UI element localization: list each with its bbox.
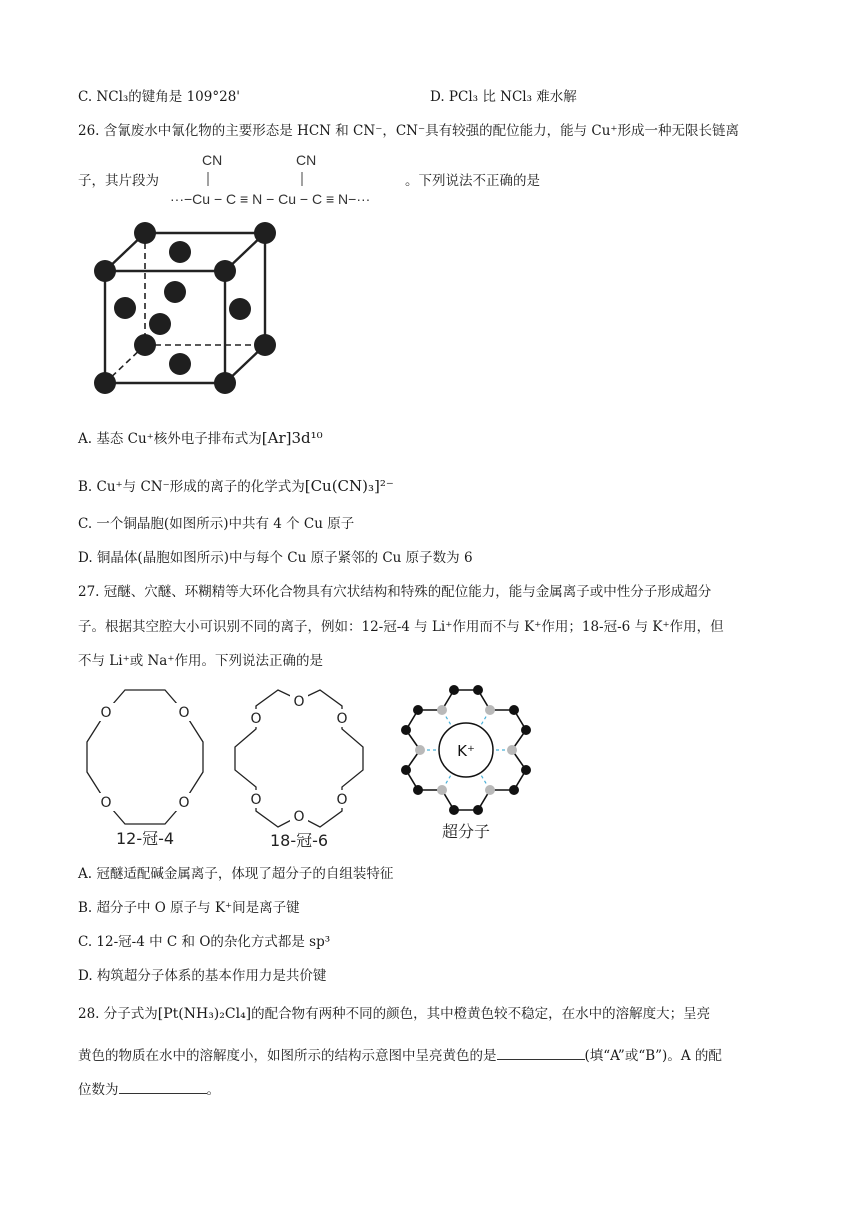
answer-blank-coordination-number[interactable] <box>119 1081 207 1094</box>
cell-atom-face <box>164 281 186 303</box>
answer-blank-color[interactable] <box>497 1047 585 1060</box>
q27-option-d: D. 构筑超分子体系的基本作用力是共价键 <box>78 968 327 984</box>
q27-stem-line1: 27. 冠醚、穴醚、环糊精等大环化合物具有穴状结构和特殊的配位能力，能与金属离子或中性分子形成超分 <box>78 584 712 600</box>
oxygen-label: O <box>178 705 190 721</box>
crown-12-4-caption: 12-冠-4 <box>115 829 175 848</box>
cell-atom-corner <box>214 372 236 394</box>
cell-atom-corner <box>254 222 276 244</box>
oxygen-label: O <box>336 711 348 727</box>
q26-option-a: A. 基态 Cu⁺核外电子排布式为[Ar]3d¹⁰ <box>78 429 323 447</box>
supramolecule-caption: 超分子 <box>441 822 491 841</box>
q26-stem-line2-post: 。下列说法不正确的是 <box>405 173 540 189</box>
q26-stem-line2-pre: 子，其片段为 <box>78 173 159 189</box>
q27-option-c: C. 12-冠-4 中 C 和 O的杂化方式都是 sp³ <box>78 934 331 950</box>
crown-18-6-structure <box>228 682 378 852</box>
cell-atom-corner <box>134 334 156 356</box>
q26-option-b: B. Cu⁺与 CN⁻形成的离子的化学式为[Cu(CN)₃]²⁻ <box>78 477 394 495</box>
oxygen-label: O <box>178 795 190 811</box>
cell-atom-face <box>149 313 171 335</box>
oxygen-label: O <box>293 694 305 710</box>
cell-atom-face <box>229 298 251 320</box>
oxygen-label: O <box>293 809 305 825</box>
supramolecule-k-structure <box>396 680 536 845</box>
chain-cn-label-1: CN <box>202 152 223 168</box>
platinum-complex-formula: [Pt(NH₃)₂Cl₄] <box>157 1006 252 1022</box>
potassium-ion-label: K⁺ <box>457 742 475 760</box>
q27-stem-line3: 不与 Li⁺或 Na⁺作用。下列说法正确的是 <box>78 653 323 669</box>
q26-stem-line1: 26. 含氰废水中氰化物的主要形态是 HCN 和 CN⁻，CN⁻具有较强的配位能力，能与 Cu⁺形成一种无限长链离 <box>78 123 740 139</box>
complex-ion-formula: [Cu(CN)₃]²⁻ <box>304 477 394 495</box>
electron-config-formula: [Ar]3d¹⁰ <box>261 429 323 447</box>
oxygen-label: O <box>250 711 262 727</box>
q25-option-c: C. NCl₃的键角是 109°28' <box>78 89 240 105</box>
cell-atom-face <box>169 353 191 375</box>
crown-18-6-caption: 18-冠-6 <box>269 831 329 850</box>
copper-unit-cell-figure <box>82 218 282 404</box>
cyanide-chain-fragment <box>168 148 408 210</box>
chain-formula: ···−Cu − C ≡ N − Cu − C ≡ N−··· <box>170 191 371 207</box>
cell-atom-face <box>114 297 136 319</box>
q28-stem-line2: 黄色的物质在水中的溶解度小，如图所示的结构示意图中呈亮黄色的是 (填“A”或“B”)。A 的配 <box>78 1048 722 1064</box>
cell-atom-corner <box>94 372 116 394</box>
oxygen-label: O <box>336 792 348 808</box>
q28-stem-line3: 位数为 。 <box>78 1082 220 1098</box>
q26-option-c: C. 一个铜晶胞(如图所示)中共有 4 个 Cu 原子 <box>78 516 355 532</box>
cell-atom-corner <box>214 260 236 282</box>
oxygen-label: O <box>250 792 262 808</box>
q27-stem-line2: 子。根据其空腔大小可识别不同的离子，例如：12-冠-4 与 Li⁺作用而不与 K⁺作用；18-冠-6 与 K⁺作用，但 <box>78 619 724 635</box>
q28-stem-line1: 28. 分子式为[Pt(NH₃)₂Cl₄]的配合物有两种不同的颜色，其中橙黄色较不稳定，在水中的溶解度大；呈亮 <box>78 1006 711 1022</box>
cell-atom-corner <box>94 260 116 282</box>
crown-12-4-structure <box>70 682 220 852</box>
cell-atom-face <box>169 241 191 263</box>
cell-atom-corner <box>254 334 276 356</box>
q25-option-d: D. PCl₃ 比 NCl₃ 难水解 <box>430 89 577 105</box>
oxygen-label: O <box>100 705 112 721</box>
q26-option-d: D. 铜晶体(晶胞如图所示)中与每个 Cu 原子紧邻的 Cu 原子数为 6 <box>78 550 473 566</box>
q27-option-a: A. 冠醚适配碱金属离子，体现了超分子的自组装特征 <box>78 866 394 882</box>
q27-option-b: B. 超分子中 O 原子与 K⁺间是离子键 <box>78 900 300 916</box>
chain-cn-label-2: CN <box>296 152 317 168</box>
cell-atom-corner <box>134 222 156 244</box>
oxygen-label: O <box>100 795 112 811</box>
